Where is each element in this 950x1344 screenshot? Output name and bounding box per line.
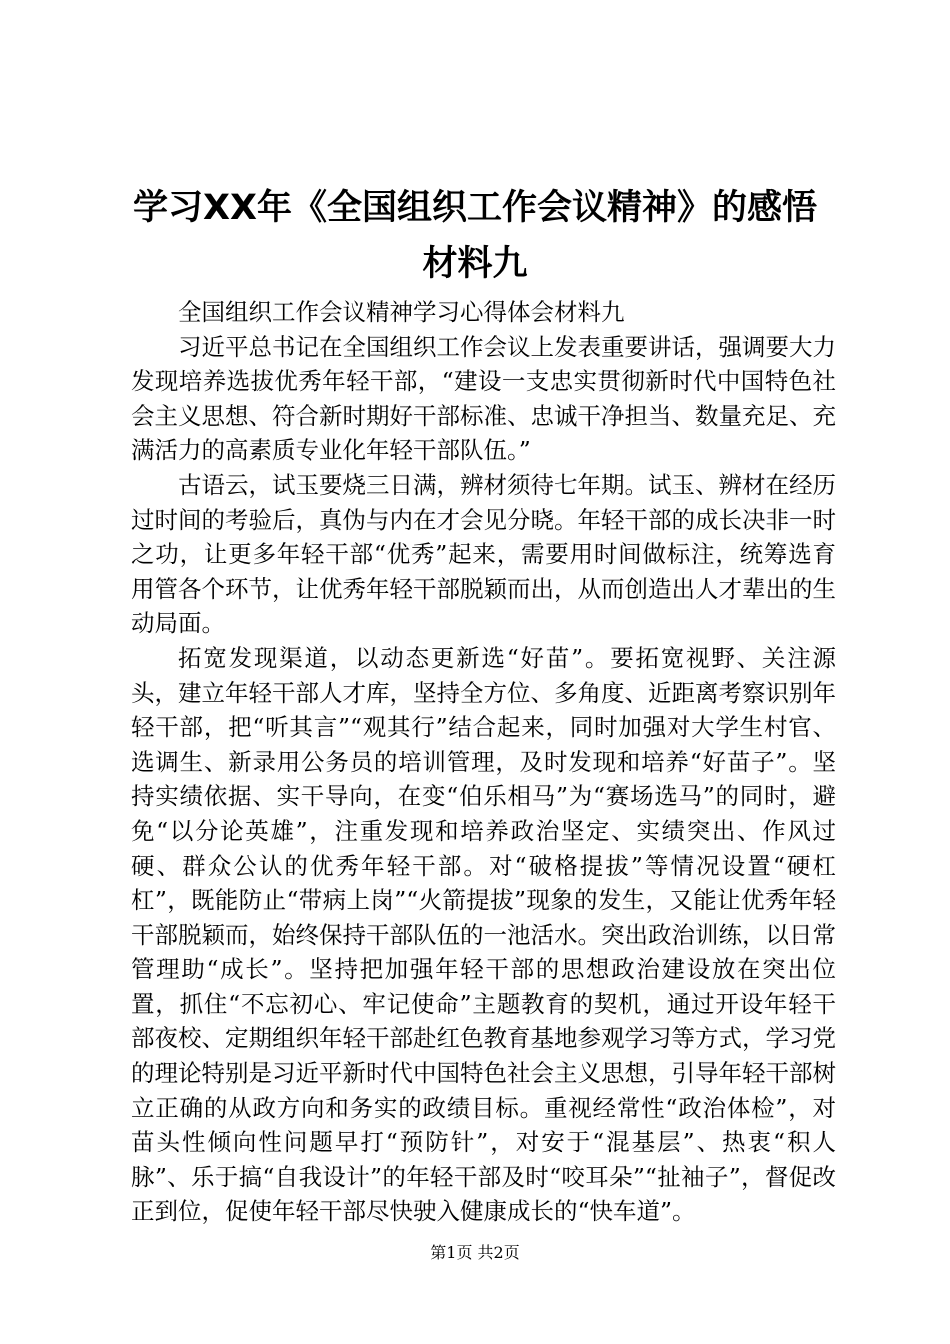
paragraph: 拓宽发现渠道，以动态更新选“好苗”。要拓宽视野、关注源头，建立年轻干部人才库，坚持全方位、多角度、近距离考察识别年轻干部，把“听其言”“观其行”结合起来，同时加强对大学生村官、选调生、新录用公务员的培训管理，及时发现和培养“好苗子”。坚持实绩依据、实干导向，在变“伯乐相马”为“赛场选马”的同时，避免“以分论英雄”，注重发现和培养政治坚定、实绩突出、作风过硬、群众公认的优秀年轻干部。对“破格提拔”等情况设置“硬杠杠”，既能防止“带病上岗”“火箭提拔”现象的发生，又能让优秀年轻干部脱颖而，始终保持干部队伍的一池活水。突出政治训练，以日常管理助“成长”。坚持把加强年轻干部的思想政治建设放在突出位置，抓住“不忘初心、牢记使命”主题教育的契机，通过开设年轻干部夜校、定期组织年轻干部赴红色教育基地参观学习等方式，学习党的理论特别是习近平新时代中国特色社会主义思想，引导年轻干部树立正确的从政方向和务实的政绩目标。重视经常性“政治体检”，对苗头性倾向性问题早打“预防针”，对安于“混基层”、热衷“积人脉”、乐于搞“自我设计”的年轻干部及时“咬耳朵”“扯袖子”，督促改正到位，促使年轻干部尽快驶入健康成长的“快车道”。 [131, 643, 836, 1226]
document-body [131, 295, 836, 1229]
paragraph: 古语云，试玉要烧三日满，辨材须待七年期。试玉、辨材在经历过时间的考验后，真伪与内在才会见分晓。年轻干部的成长决非一时之功，让更多年轻干部“优秀”起来，需要用时间做标注，统筹选育用管各个环节，让优秀年轻干部脱颖而出，从而创造出人才辈出的生动局面。 [131, 470, 836, 638]
document-title-line1: 学习XX年《全国组织工作会议精神》的感悟 [133, 188, 817, 228]
paragraph: 习近平总书记在全国组织工作会议上发表重要讲话，强调要大力发现培养选拔优秀年轻干部，“建设一支忠实贯彻新时代中国特色社会主义思想、符合新时期好干部标准、忠诚干净担当、数量充足、充满活力的高素质专业化年轻干部队伍。” [131, 332, 836, 465]
document-title-line2: 材料九 [422, 244, 528, 284]
page-number-footer: 第1页 共2页 [430, 1243, 520, 1262]
paragraph-subtitle: 全国组织工作会议精神学习心得体会材料九 [178, 298, 625, 326]
